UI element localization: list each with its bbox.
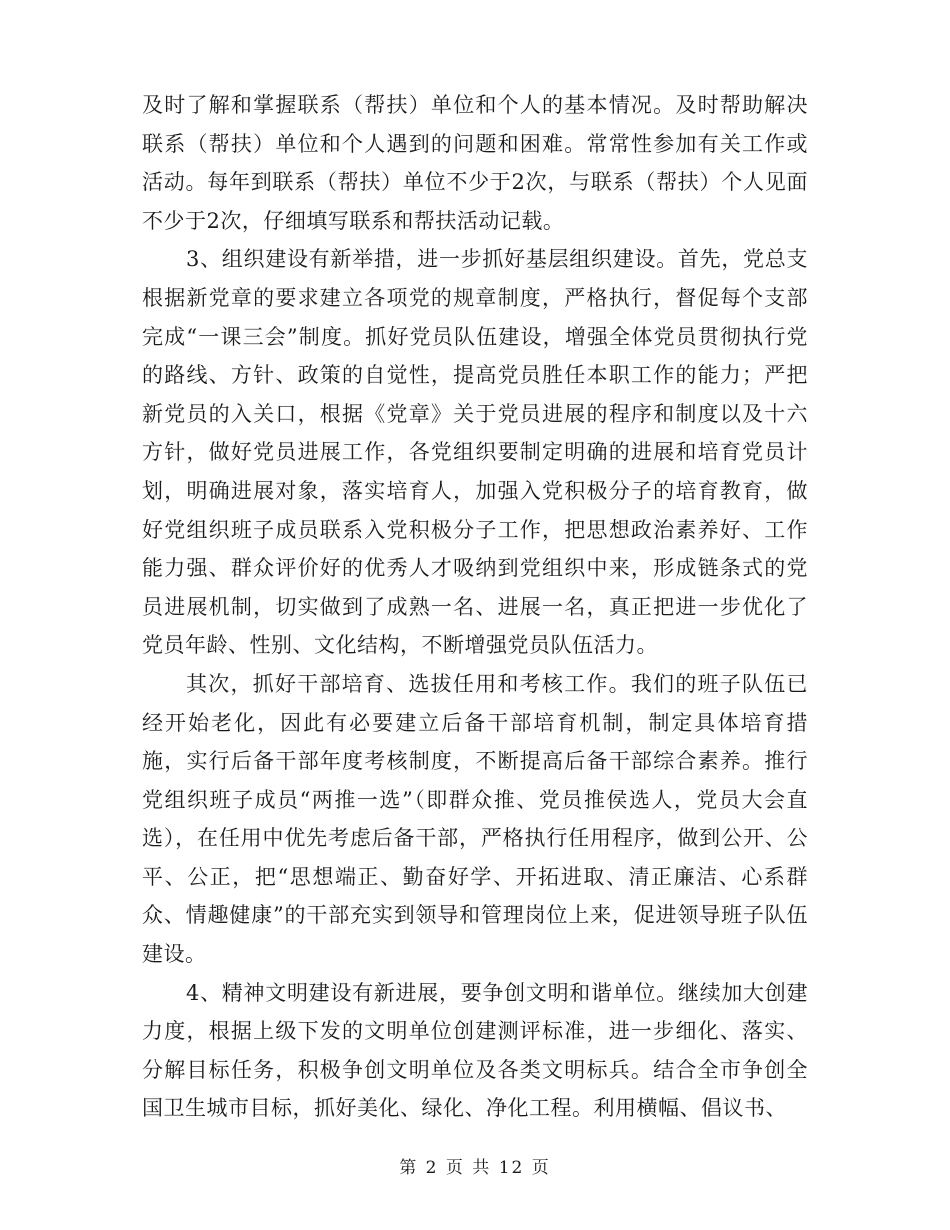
paragraph-cadre-training: 其次，抓好干部培育、选拔任用和考核工作。我们的班子队伍已经开始老化，因此有必要建立后备干部培育机制，制定具体培育措施，实行后备干部年度考核制度，不断提高后备干部综合素养。推行党组织班子成员“两推一选”（即群众推、党员推侯选人，党员大会直选），在任用中优先考虑后备干部，严格执行任用程序，做到公开、公平、公正，把“思想端正、勤奋好学、开拓进取、清正廉洁、心系群众、情趣健康”的干部充实到领导和管理岗位上来，促进领导班子队伍建设。: [142, 671, 808, 967]
document-body: [142, 86, 808, 1128]
paragraph-spiritual-civilization: 4、精神文明建设有新进展，要争创文明和谐单位。继续加大创建力度，根据上级下发的文明单位创建测评标准，进一步细化、落实、分解目标任务，积极争创文明单位及各类文明标兵。结合全市争创全国卫生城市目标，抓好美化、绿化、净化工程。利用横幅、倡议书、: [142, 980, 808, 1121]
page-number-footer: 第 2 页 共 12 页: [399, 1158, 551, 1178]
paragraph-continuation: 及时了解和掌握联系（帮扶）单位和个人的基本情况。及时帮助解决联系（帮扶）单位和个人遇到的问题和困难。常常性参加有关工作或活动。每年到联系（帮扶）单位不少于2次，与联系（帮扶）个人见面不少于2次，仔细填写联系和帮扶活动记载。: [142, 93, 808, 233]
paragraph-organization-building: 3、组织建设有新举措，进一步抓好基层组织建设。首先，党总支根据新党章的要求建立各项党的规章制度，严格执行，督促每个支部完成“一课三会”制度。抓好党员队伍建设，增强全体党员贯彻执行党的路线、方针、政策的自觉性，提高党员胜任本职工作的能力；严把新党员的入关口，根据《党章》关于党员进展的程序和制度以及十六方针，做好党员进展工作，各党组织要制定明确的进展和培育党员计划，明确进展对象，落实培育人，加强入党积极分子的培育教育，做好党组织班子成员联系入党积极分子工作，把思想政治素养好、工作能力强、群众评价好的优秀人才吸纳到党组织中来，形成链条式的党员进展机制，切实做到了成熟一名、进展一名，真正把进一步优化了党员年龄、性别、文化结构，不断增强党员队伍活力。: [142, 247, 808, 658]
